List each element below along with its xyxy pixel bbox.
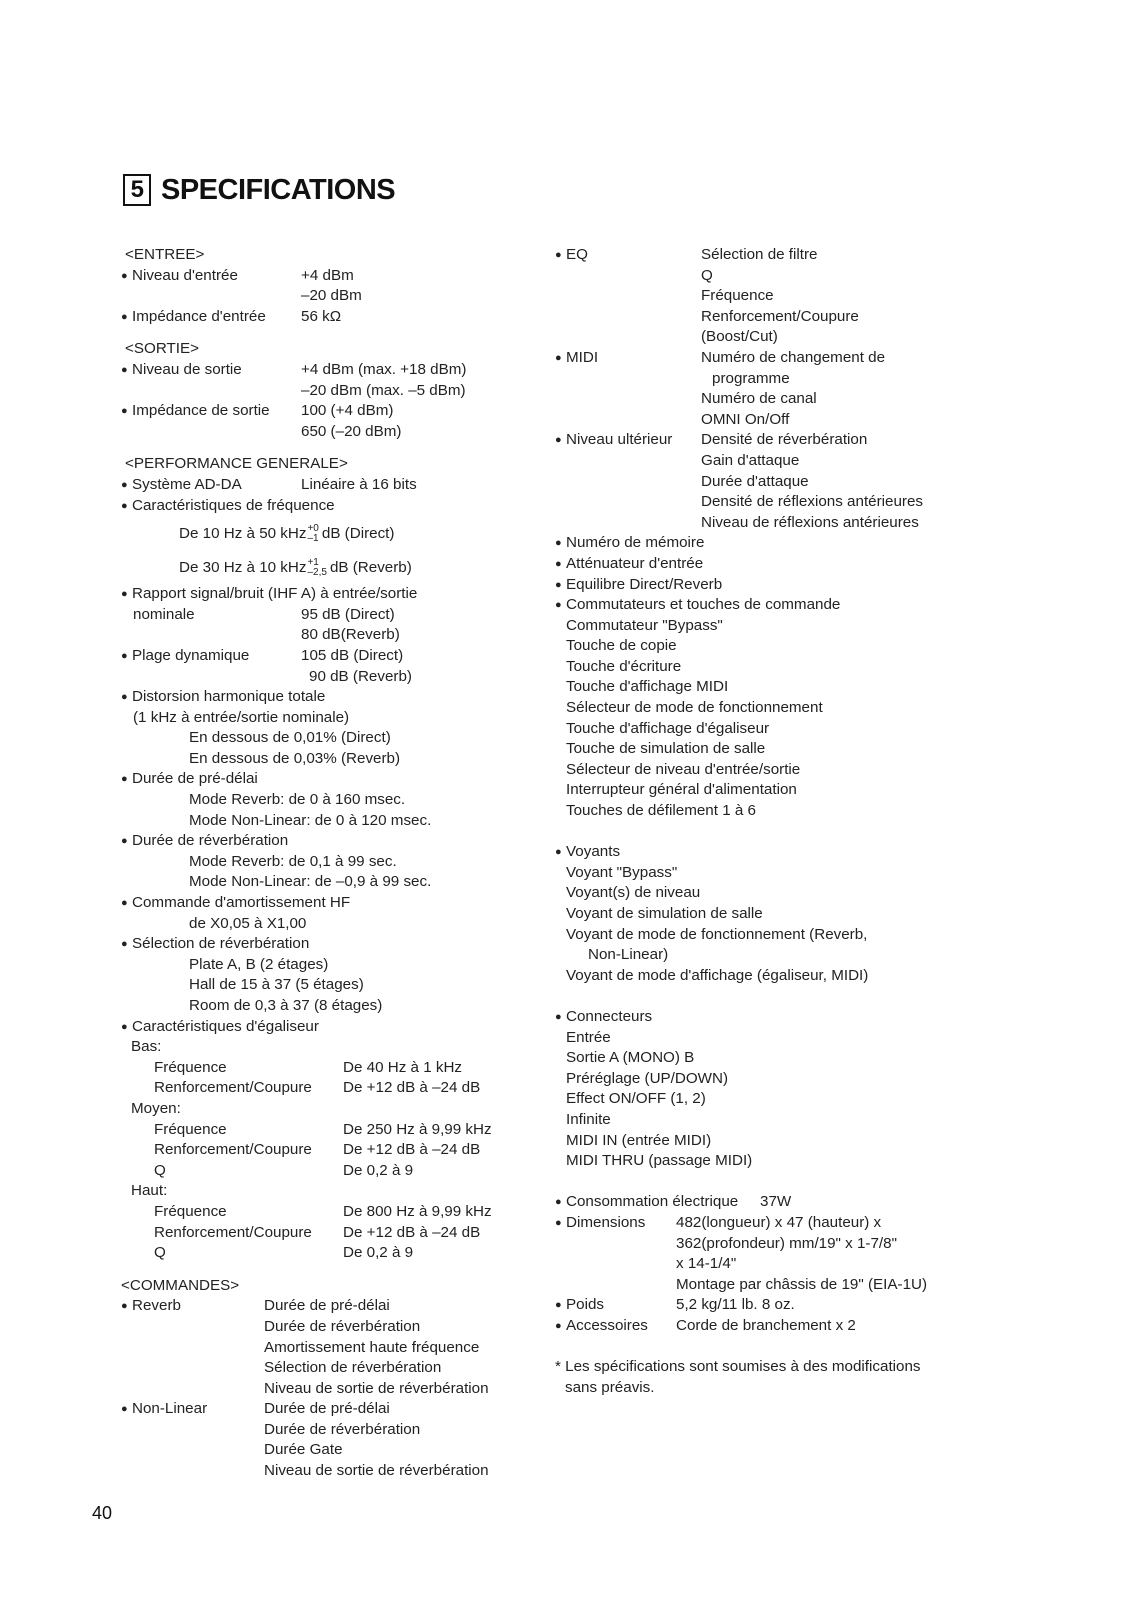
spec-value: –20 dBm (max. –5 dBm) [301,381,466,399]
spec-row: ● Sélection de réverbération [121,934,541,955]
spec-row: ● Atténuateur d'entrée [555,554,975,575]
spec-row: ● Durée de réverbération [121,831,541,852]
spec-row: ● Niveau d'entrée +4 dBm [121,266,541,287]
spec-value: 650 (–20 dBm) [301,422,402,440]
spec-value: de X0,05 à X1,00 [189,914,307,932]
spec-label: Plage dynamique [132,646,250,664]
spec-value: Room de 0,3 à 37 (8 étages) [189,997,383,1014]
spec-row: ● Voyants [555,842,975,863]
page-number: 40 [92,1503,113,1523]
spec-value: 56 kΩ [301,307,342,325]
spec-value: Plate A, B (2 étages) [189,955,329,973]
spec-value: Hall de 15 à 37 (5 étages) [189,976,364,994]
spec-label: Dimensions [566,1213,646,1231]
spec-label: Durée de réverbération [132,832,289,850]
spec-row: ● Equilibre Direct/Reverb [555,575,975,596]
spec-value: Linéaire à 16 bits [301,475,417,493]
section-number: 5 [123,174,151,206]
spec-value: 37W [760,1193,792,1211]
spec-value: 5,2 kg/11 lb. 8 oz. [676,1296,795,1314]
commandes-heading: <COMMANDES> [121,1276,240,1294]
spec-row: ● Impédance d'entrée 56 kΩ [121,307,541,328]
right-column: ● EQ Sélection de filtre Q Fréquence Renforcement/Coupure (Boost/Cut) ● MIDI Numéro de changement de programme Numéro de canal OMNI On/Off ● Niveau ultérieur Densité de réverbération Gain d'attaque Durée d'attaque Densité de réflexions antérieures Niveau de réflexions antérieures ● Numéro de mémoire ● Atténuateur d'entrée ● Equilibre Direct/Reverb ● Commutateurs et touches de commande Commutateur "Bypass" Touche de copie Touche d'écriture Touche d'affichage MIDI Sélecteur de mode de fonctionnement Touche d'affichage d'égaliseur Touche de simulation de salle Sélecteur de niveau d'entrée/sortie Interrupteur général d'alimentation Touches de défilement 1 à 6 ● Voyants Voyant "Bypass" Voyant(s) de niveau Voyant de simulation de salle Voyant de mode de fonctionnement (Reverb, Non-Linear) Voyant de mode d'affichage (égaliseur, MIDI) ● Connecteurs Entrée Sortie A (MONO) B Préréglage (UP/DOWN) Effect ON/OFF (1, 2) Infinite MIDI IN (entrée MIDI) MIDI THRU (passage MIDI) ● Consommation électrique 37W ● Dimensions 482(longueur) x 47 (hauteur) x 362(profondeur) mm/19" x 1-7/8" x 14-1/4" Montage par châssis de 19" (EIA-1U) ● Poids 5,2 kg/11 lb. 8 oz. ● Accessoires Corde de branchement x 2 * Les spécifications sont soumises à des modifications sans préavis. [555,245,975,1398]
spec-label: Caractéristiques d'égaliseur [132,1017,319,1035]
sortie-heading: <SORTIE> [125,340,200,358]
spec-value: 90 dB (Reverb) [309,667,412,685]
spec-row: ● Connecteurs [555,1007,975,1028]
footnote: * Les spécifications sont soumises à des modifications [555,1358,921,1376]
spec-label: Durée de pré-délai [132,770,258,788]
spec-row: ● Caractéristiques d'égaliseur [121,1017,541,1038]
spec-value: 95 dB (Direct) [301,605,395,623]
spec-label: Equilibre Direct/Reverb [566,575,723,593]
spec-value: De 800 Hz à 9,99 kHz [343,1202,492,1220]
spec-value: De +12 dB à –24 dB [343,1079,481,1097]
entree-heading: <ENTREE> [125,246,205,263]
spec-label: Impédance d'entrée [132,307,266,325]
spec-row: ● Niveau de sortie +4 dBm (max. +18 dBm) [121,360,541,381]
spec-label: Niveau ultérieur [566,431,673,449]
spec-label: nominale [133,605,195,623]
spec-row: ● Impédance de sortie 100 (+4 dBm) [121,401,541,422]
spec-value: 105 dB (Direct) [301,646,404,664]
spec-row: ● Consommation électrique 37W [555,1192,975,1213]
spec-value: Mode Reverb: de 0 à 160 msec. [189,791,406,809]
spec-value: Mode Non-Linear: de –0,9 à 99 sec. [189,873,432,891]
spec-label: Niveau d'entrée [132,266,238,284]
spec-row: ● Durée de pré-délai [121,769,541,790]
spec-value: De 40 Hz à 1 kHz [343,1058,463,1076]
spec-value: +4 dBm (max. +18 dBm) [301,360,467,378]
spec-row: ● Reverb Durée de pré-délai [121,1296,541,1317]
eq-band-label: Bas: [131,1038,162,1056]
spec-label: Accessoires [566,1316,648,1334]
spec-row: ● Non-Linear Durée de pré-délai [121,1399,541,1420]
spec-label: Poids [566,1296,604,1314]
left-column: <ENTREE> ● Niveau d'entrée +4 dBm –20 dBm ● Impédance d'entrée 56 kΩ <SORTIE> ● Niveau de sortie +4 dBm (max. +18 dBm) –20 dBm (max. –5 dBm) ● Impédance de sortie 100 (+4 dBm) 650 (–20 dBm) <PERFORMANCE GENERALE> ● Système AD-DA Linéaire à 16 bits ● Caractéristiques de fréquence De 10 Hz à 50 kHz +0 –1 dB (Direct) De 30 Hz à 10 kHz +1 –2,5 dB (Reverb) ● Rapport signal/bruit (IHF A) à entrée/sortie nominale 95 dB (Direct) 80 dB(Reverb) ● Plage dynamique 105 dB (Direct) 90 dB (Reverb) ● Distorsion harmonique totale (1 kHz à entrée/sortie nominale) En dessous de 0,01% (Direct) En dessous de 0,03% (Reverb) ● Durée de pré-délai Mode Reverb: de 0 à 160 msec. Mode Non-Linear: de 0 à 120 msec. ● Durée de réverbération Mode Reverb: de 0,1 à 99 sec. Mode Non-Linear: de –0,9 à 99 sec. ● Commande d'amortissement HF de X0,05 à X1,00 ● Sélection de réverbération Plate A, B (2 étages) Hall de 15 à 37 (5 étages) Room de 0,3 à 37 (8 étages) ● Caractéristiques d'égaliseur Bas: Fréquence De 40 Hz à 1 kHz Renforcement/Coupure De +12 dB à –24 dB Moyen: Fréquence De 250 Hz à 9,99 kHz Renforcement/Coupure De +12 dB à –24 dB Q De 0,2 à 9 Haut: Fréquence De 800 Hz à 9,99 kHz Renforcement/Coupure De +12 dB à –24 dB Q De 0,2 à 9 <COMMANDES> ● Reverb Durée de pré-délai Durée de réverbération Amortissement haute fréquence Sélection de réverbération Niveau de sortie de réverbération ● Non-Linear Durée de pré-délai Durée de réverbération Durée Gate Niveau de sortie de réverbération [121,245,541,1482]
spec-value: Mode Reverb: de 0,1 à 99 sec. [189,852,397,870]
spec-label: Non-Linear [132,1400,208,1418]
spec-row: ● Caractéristiques de fréquence [121,496,541,517]
spec-value: Corde de branchement x 2 [676,1316,856,1334]
spec-row: ● Plage dynamique 105 dB (Direct) [121,646,541,667]
eq-band-label: Haut: [131,1182,168,1200]
spec-label: Commutateurs et touches de commande [566,596,841,614]
spec-row: ● Niveau ultérieur Densité de réverbération [555,430,975,451]
spec-label: Niveau de sortie [132,360,242,378]
spec-label: EQ [566,246,588,263]
spec-label: MIDI [566,348,599,366]
spec-label: Atténuateur d'entrée [566,554,704,572]
spec-value: +4 dBm [301,266,354,284]
spec-row: ● Commutateurs et touches de commande [555,595,975,616]
spec-value: De 250 Hz à 9,99 kHz [343,1120,492,1138]
spec-row: ● Poids 5,2 kg/11 lb. 8 oz. [555,1295,975,1316]
spec-row: ● Numéro de mémoire [555,533,975,554]
spec-label: Voyants [566,843,621,861]
spec-value: –20 dBm [301,287,362,305]
spec-value: En dessous de 0,03% (Reverb) [189,749,401,767]
spec-value: De +12 dB à –24 dB [343,1141,481,1159]
spec-row: ● Distorsion harmonique totale [121,687,541,708]
spec-row: ● Commande d'amortissement HF [121,893,541,914]
spec-label: Numéro de mémoire [566,534,705,552]
spec-value: En dessous de 0,01% (Direct) [189,729,391,747]
spec-value: De 0,2 à 9 [343,1161,414,1179]
spec-label: Système AD-DA [132,475,242,493]
spec-label: Distorsion harmonique totale [132,688,326,706]
performance-heading: <PERFORMANCE GENERALE> [125,455,348,473]
spec-label: Rapport signal/bruit (IHF A) à entrée/sortie [132,585,418,603]
spec-label: Consommation électrique [566,1193,739,1211]
spec-row: ● Rapport signal/bruit (IHF A) à entrée/sortie [121,584,541,605]
spec-row: ● Dimensions 482(longueur) x 47 (hauteur) x [555,1213,975,1234]
freq-reverb-row: De 30 Hz à 10 kHz +1 –2,5 dB (Reverb) [179,557,412,579]
spec-label: Sélection de réverbération [132,935,310,953]
spec-label: Caractéristiques de fréquence [132,496,335,514]
spec-row: ● MIDI Numéro de changement de [555,348,975,369]
spec-row: ● Accessoires Corde de branchement x 2 [555,1316,975,1337]
spec-label: Commande d'amortissement HF [132,894,351,912]
title-text: SPECIFICATIONS [161,173,396,206]
spec-value: Mode Non-Linear: de 0 à 120 msec. [189,811,432,829]
spec-value: De +12 dB à –24 dB [343,1223,481,1241]
spec-label: Connecteurs [566,1007,653,1025]
eq-band-label: Moyen: [131,1099,181,1117]
spec-label: Reverb [132,1297,181,1315]
freq-direct-row: De 10 Hz à 50 kHz +0 –1 dB (Direct) [179,523,395,545]
spec-row: ● Système AD-DA Linéaire à 16 bits [121,475,541,496]
spec-row: ● EQ Sélection de filtre [555,245,975,266]
spec-value: 100 (+4 dBm) [301,402,394,420]
spec-value: De 0,2 à 9 [343,1244,414,1262]
page-title [123,170,395,210]
spec-value: 80 dB(Reverb) [301,626,400,644]
spec-label: Impédance de sortie [132,402,270,420]
